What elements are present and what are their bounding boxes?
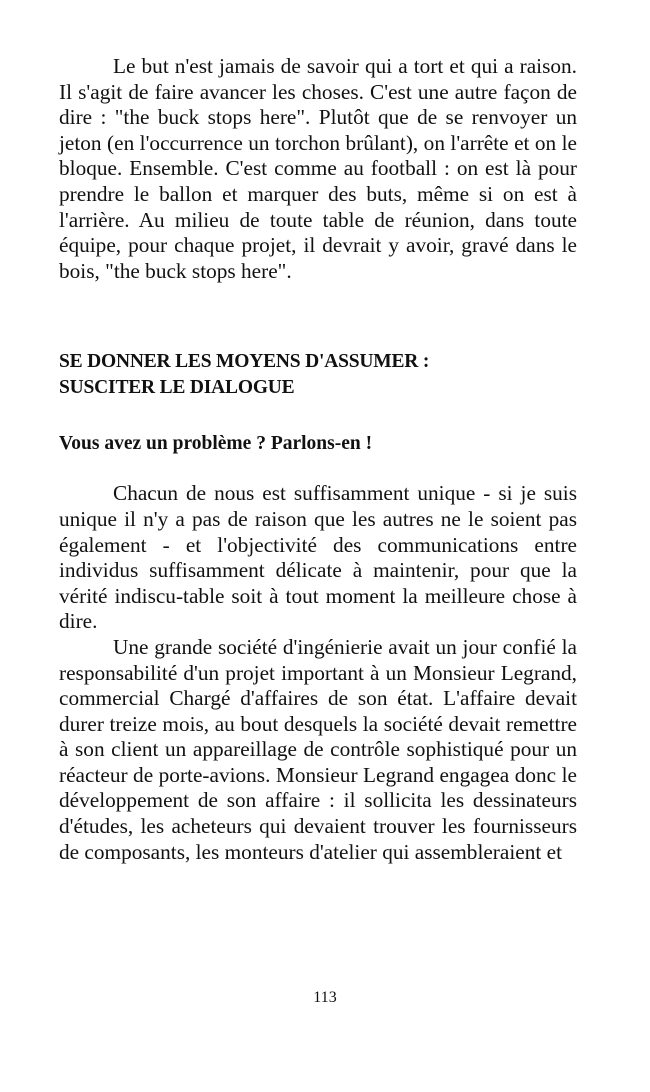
body-paragraph: Chacun de nous est suffisamment unique - si je suis unique il n'y a pas de raison que les autres ne le soient pas également - et l'objectivité des communications entre individus suffisamment délicate à maintenir, pour que la vérité indiscu-table soit à tout moment la meilleure chose à dire. bbox=[59, 481, 577, 634]
subsection-heading: Vous avez un problème ? Parlons-en ! bbox=[59, 433, 373, 455]
body-paragraph: Une grande société d'ingénierie avait un jour confié la responsabilité d'un projet important à un Monsieur Legrand, commercial Chargé d'affaires de son état. L'affaire devait durer treize mois, au bout desquels la société devait remettre à son client un appareillage de contrôle sophistiqué pour un réacteur de porte-avions. Monsieur Legrand engagea donc le développement de son affaire : il sollicita les dessinateurs d'études, les acheteurs qui devaient trouver les fournisseurs de composants, les monteurs d'atelier qui assembleraient et bbox=[59, 634, 577, 864]
section-heading-line-1: SE DONNER LES MOYENS D'ASSUMER : bbox=[59, 351, 430, 373]
page-number: 113 bbox=[313, 989, 337, 1006]
section-heading-line-2: SUSCITER LE DIALOGUE bbox=[59, 377, 295, 399]
page-body bbox=[59, 54, 577, 865]
body-paragraph: Le but n'est jamais de savoir qui a tort et qui a raison. Il s'agit de faire avancer les choses. C'est une autre façon de dire : "the buck stops here". Plutôt que de se renvoyer un jeton (en l'occurrence un torchon brûlant), on l'arrête et on le bloque. Ensemble. C'est comme au football : on est là pour prendre le ballon et marquer des buts, même si on est à l'arrière. Au milieu de toute table de réunion, dans toute équipe, pour chaque projet, il devrait y avoir, gravé dans le bois, "the buck stops here". bbox=[59, 54, 577, 283]
